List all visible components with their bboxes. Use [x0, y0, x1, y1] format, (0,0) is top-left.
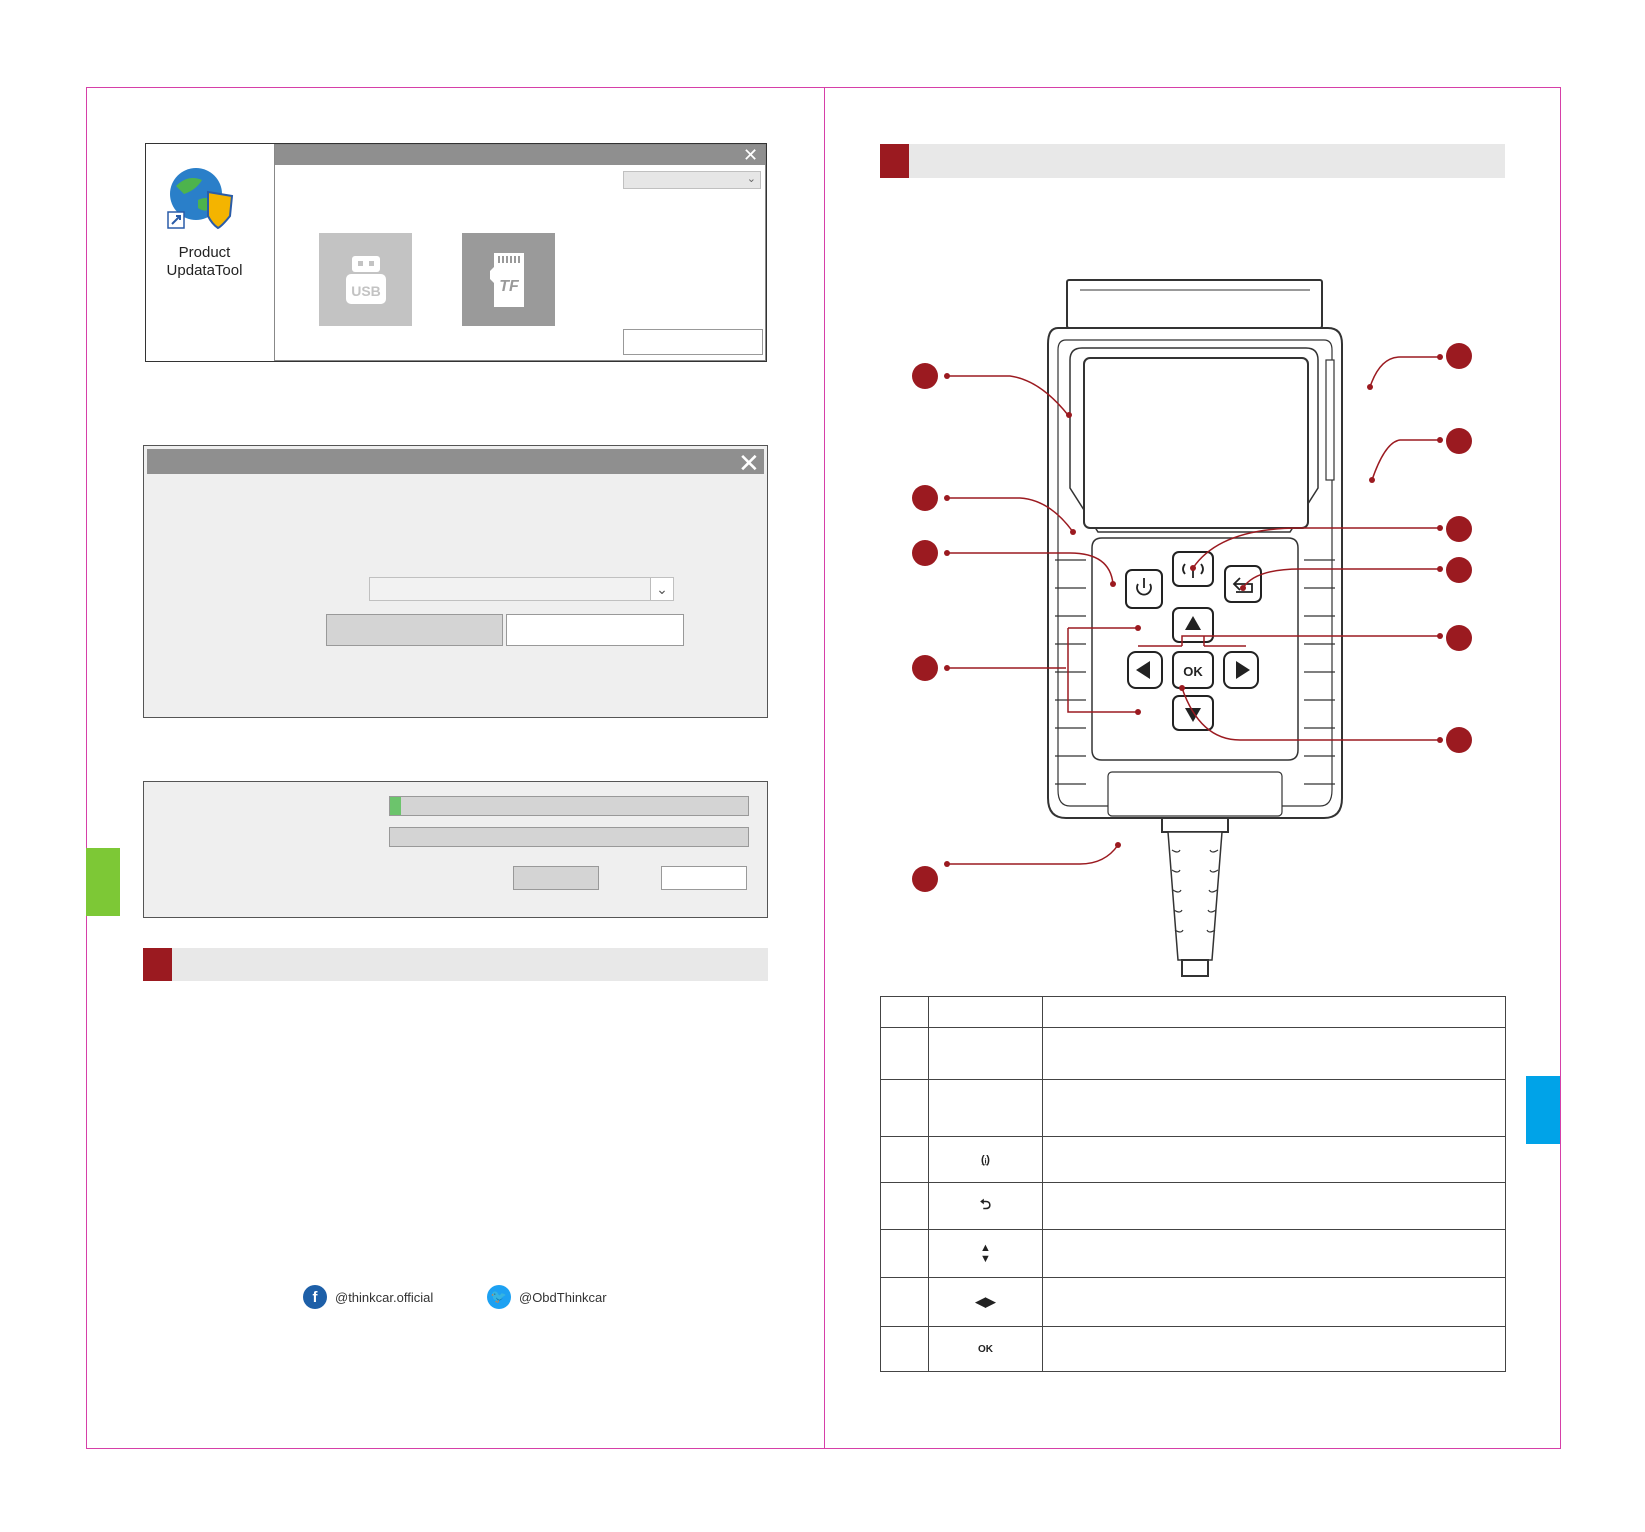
right-action-button[interactable]	[506, 614, 684, 646]
download-progress-bar	[389, 796, 749, 816]
tf-card-icon	[490, 253, 528, 307]
section-header-bar-left	[143, 948, 768, 981]
shortcut-label-line2: UpdataTool	[166, 262, 243, 279]
section-marker-left	[143, 948, 172, 981]
usb-label: USB	[350, 282, 381, 299]
callout-6	[1446, 343, 1472, 369]
green-side-tab	[86, 848, 120, 916]
callout-2	[912, 485, 938, 511]
callout-8	[1446, 516, 1472, 542]
close-icon[interactable]: ✕	[743, 145, 759, 165]
usb-tile[interactable]	[319, 233, 412, 326]
hotspot-key-symbol: (̲ᵢ)	[929, 1137, 1043, 1183]
usb-icon	[346, 256, 386, 304]
callout-4	[912, 655, 938, 681]
path-field[interactable]	[623, 329, 763, 355]
chevron-down-icon: ⌄	[650, 578, 673, 600]
ok-key-label: OK	[1183, 664, 1203, 679]
twitter-handle: @ObdThinkcar	[519, 1289, 607, 1305]
device-dropdown[interactable]	[369, 577, 674, 601]
window-titlebar	[275, 145, 765, 165]
blue-side-tab	[1526, 1076, 1560, 1144]
tf-label: TF	[498, 277, 519, 295]
screenshot-updatetool	[145, 143, 767, 362]
twitter-contact[interactable]	[487, 1285, 607, 1309]
globe-shield-icon	[166, 164, 236, 230]
install-progress-bar	[389, 827, 749, 847]
callout-10	[1446, 625, 1472, 651]
callout-5	[912, 866, 938, 892]
chevron-down-icon: ⌄	[746, 173, 756, 185]
keys-table	[880, 996, 1506, 1372]
back-key-symbol: ⮌	[929, 1183, 1043, 1230]
twitter-icon: 🐦	[487, 1285, 511, 1309]
update-tool-window	[274, 144, 766, 361]
cancel-button[interactable]	[661, 866, 747, 890]
section-header-bar-right	[880, 144, 1505, 178]
up-down-key-symbol: ▲ ▼	[929, 1230, 1043, 1278]
progress-fill	[390, 797, 401, 815]
callout-1	[912, 363, 938, 389]
facebook-contact[interactable]	[303, 1285, 433, 1309]
callout-11	[1446, 727, 1472, 753]
callout-3	[912, 540, 938, 566]
ok-key-symbol: OK	[929, 1327, 1043, 1372]
device-illustration	[880, 270, 1520, 980]
language-dropdown[interactable]	[623, 171, 761, 189]
close-icon[interactable]: ✕	[738, 448, 760, 478]
upgrade-button[interactable]	[513, 866, 599, 890]
left-right-key-symbol: ◀▶	[929, 1278, 1043, 1327]
tf-card-tile[interactable]	[462, 233, 555, 326]
shortcut-label-line1: Product	[178, 244, 231, 261]
device-select-window	[143, 445, 768, 718]
progress-window	[143, 781, 768, 918]
section-marker-right	[880, 144, 909, 178]
facebook-icon: f	[303, 1285, 327, 1309]
desktop-shortcut[interactable]	[152, 164, 257, 284]
facebook-handle: @thinkcar.official	[335, 1289, 434, 1305]
left-action-button[interactable]	[326, 614, 503, 646]
callout-9	[1446, 557, 1472, 583]
window-titlebar	[147, 448, 764, 478]
callout-7	[1446, 428, 1472, 454]
